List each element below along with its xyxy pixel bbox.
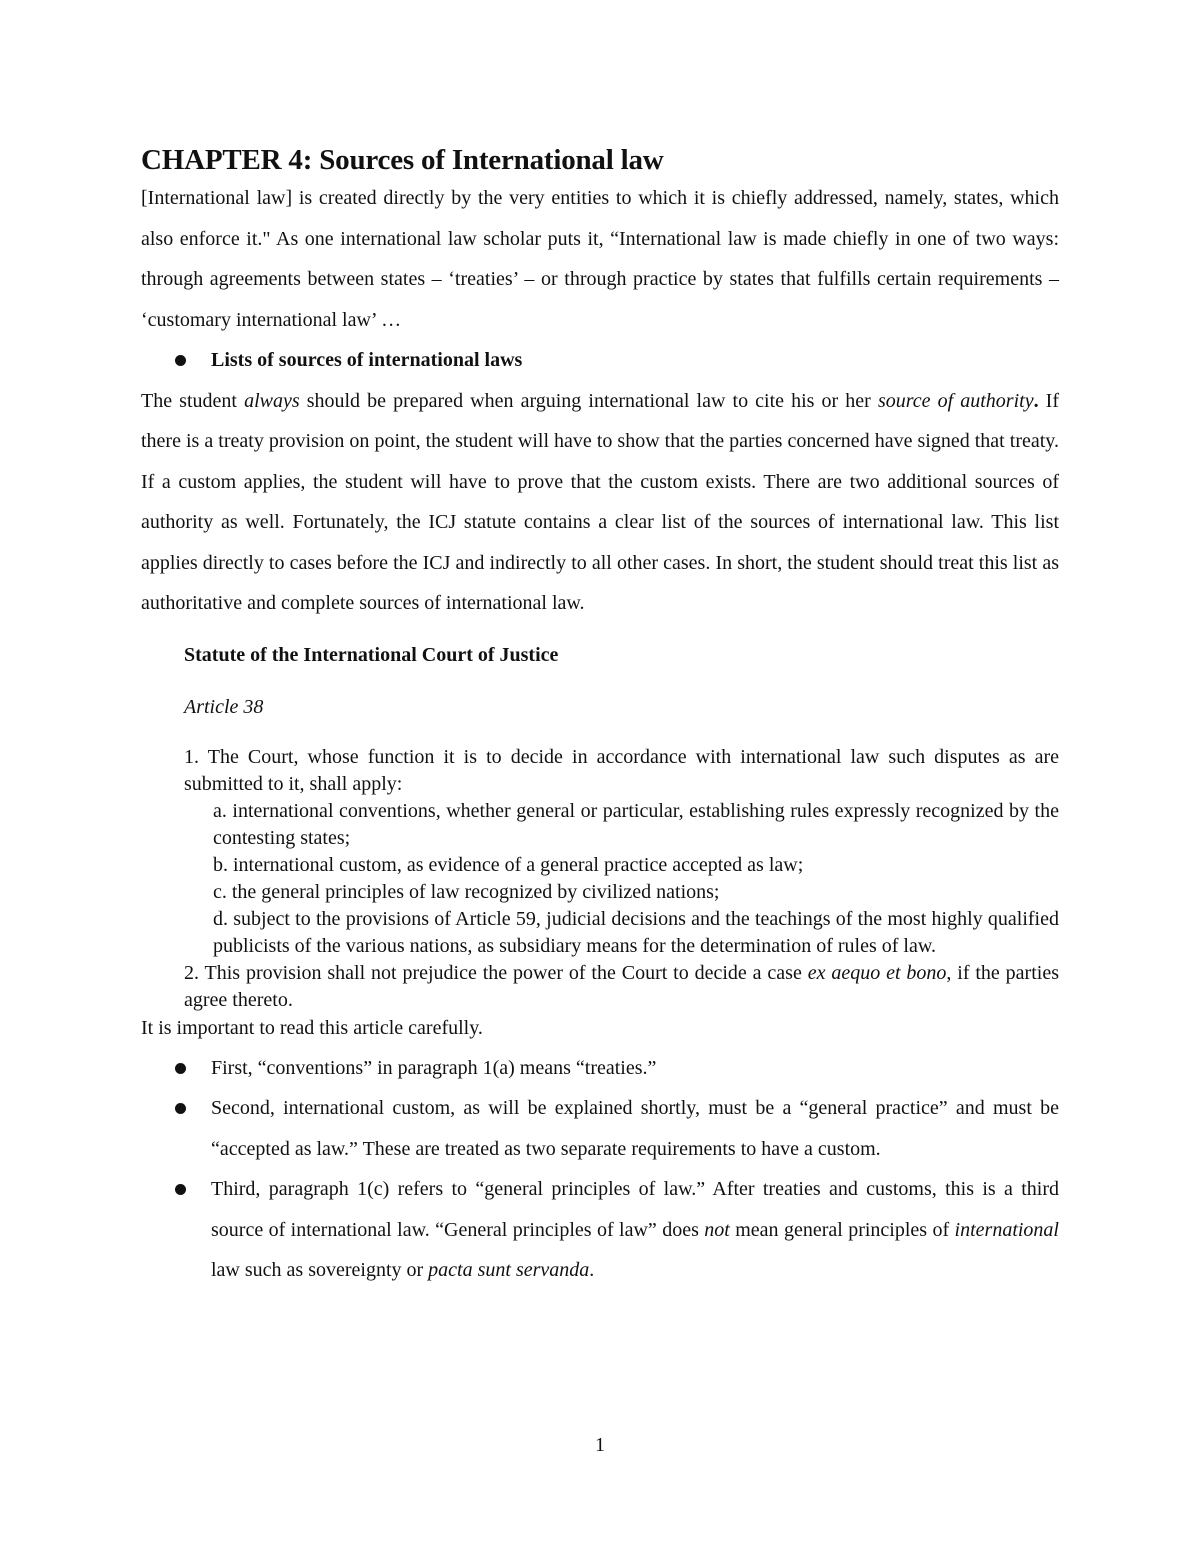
bullet-first-text: First, “conventions” in paragraph 1(a) means “treaties.” [211, 1056, 657, 1079]
emphasis-pacta-sunt-servanda: pacta sunt servanda [428, 1259, 590, 1281]
article-items [213, 798, 1059, 960]
statute-excerpt [184, 640, 1059, 1014]
article-item-a: a. international conventions, whether general or particular, establishing rules expressly recognized by the contesting states; [213, 799, 1059, 849]
bullet-icon [175, 1103, 186, 1114]
text-run: law such as sovereignty or [211, 1259, 429, 1281]
article-paragraph-2 [184, 960, 1059, 1014]
page-number: 1 [595, 1434, 605, 1456]
article-paragraph-1: 1. The Court, whose function it is to decide in accordance with international law such disputes as are submitted to it, shall apply: [184, 745, 1059, 795]
article-paragraphs [184, 744, 1059, 1014]
list-heading-item [141, 340, 1059, 381]
list-heading: Lists of sources of international laws [211, 349, 523, 371]
bullet-second-text: Second, international custom, as will be explained shortly, must be a “general practice” and must be “accepted as law.” These are treated as two separate requirements to have a custom. [211, 1097, 1059, 1160]
read-carefully-note: It is important to read this article carefully. [141, 1016, 483, 1039]
text-run: If there is a treaty provision on point, the student will have to show that the parties concerned have signed that treaty. If a custom applies, the student will have to prove that the custom exists. There are two additional sources of authority as well. Fortunately, the ICJ statute contains a clear list of the sources of international law. This list applies directly to cases before the ICJ and indirectly to all other cases. In short, the student should treat this list as authoritative and complete sources of international law. [141, 389, 1060, 614]
text-run: . [589, 1259, 595, 1281]
emphasis-international: international [954, 1218, 1059, 1241]
article-heading: Article 38 [184, 695, 264, 718]
emphasis-always: always [244, 389, 300, 412]
text-run: , if the parties agree thereto. [184, 961, 1059, 1011]
emphasis-not: not [704, 1218, 730, 1241]
statute-title: Statute of the International Court of Justice [184, 643, 559, 666]
text-run: should be prepared when arguing international law to cite his or her [299, 389, 878, 412]
bullet-icon [175, 355, 186, 366]
text-run: . [1033, 389, 1039, 412]
emphasis-source-of-authority: source of authority [877, 389, 1034, 412]
intro-paragraph: [International law] is created directly by the very entities to which it is chiefly addressed, namely, states, which also enforce it." As one international law scholar puts it, “International law is made chiefly in one of two ways: through agreements between states – ‘treaties’ – or through practice by states that fulfills certain requirements – ‘customary international law’ … [141, 187, 1059, 331]
bullet-icon [175, 1184, 186, 1195]
bullet-second [141, 1088, 1059, 1169]
text-run: The student [141, 389, 245, 412]
source-of-authority-paragraph [141, 381, 1059, 624]
article-item-c: c. the general principles of law recognized by civilized nations; [213, 880, 720, 903]
page-content [141, 142, 1059, 1291]
bullet-first [141, 1048, 1059, 1089]
text-run: Third, paragraph 1(c) refers to “general principles of law.” After treaties and customs, this is a third source of international law. “General principles of law” does [211, 1178, 1059, 1241]
article-item-b: b. international custom, as evidence of a general practice accepted as law; [213, 853, 804, 876]
text-run: mean general principles of [729, 1218, 955, 1241]
text-run: 2. This provision shall not prejudice the power of the Court to decide a case [184, 961, 808, 984]
analysis-bullets [141, 1048, 1059, 1291]
bullet-icon [175, 1063, 186, 1074]
chapter-heading: CHAPTER 4: Sources of International law [141, 144, 664, 176]
bullet-third [141, 1169, 1059, 1291]
emphasis-ex-aequo-et-bono: ex aequo et bono [807, 961, 947, 984]
article-item-d: d. subject to the provisions of Article 59, judicial decisions and the teachings of the most highly qualified publicists of the various nations, as subsidiary means for the determination of rules of law. [213, 907, 1059, 957]
